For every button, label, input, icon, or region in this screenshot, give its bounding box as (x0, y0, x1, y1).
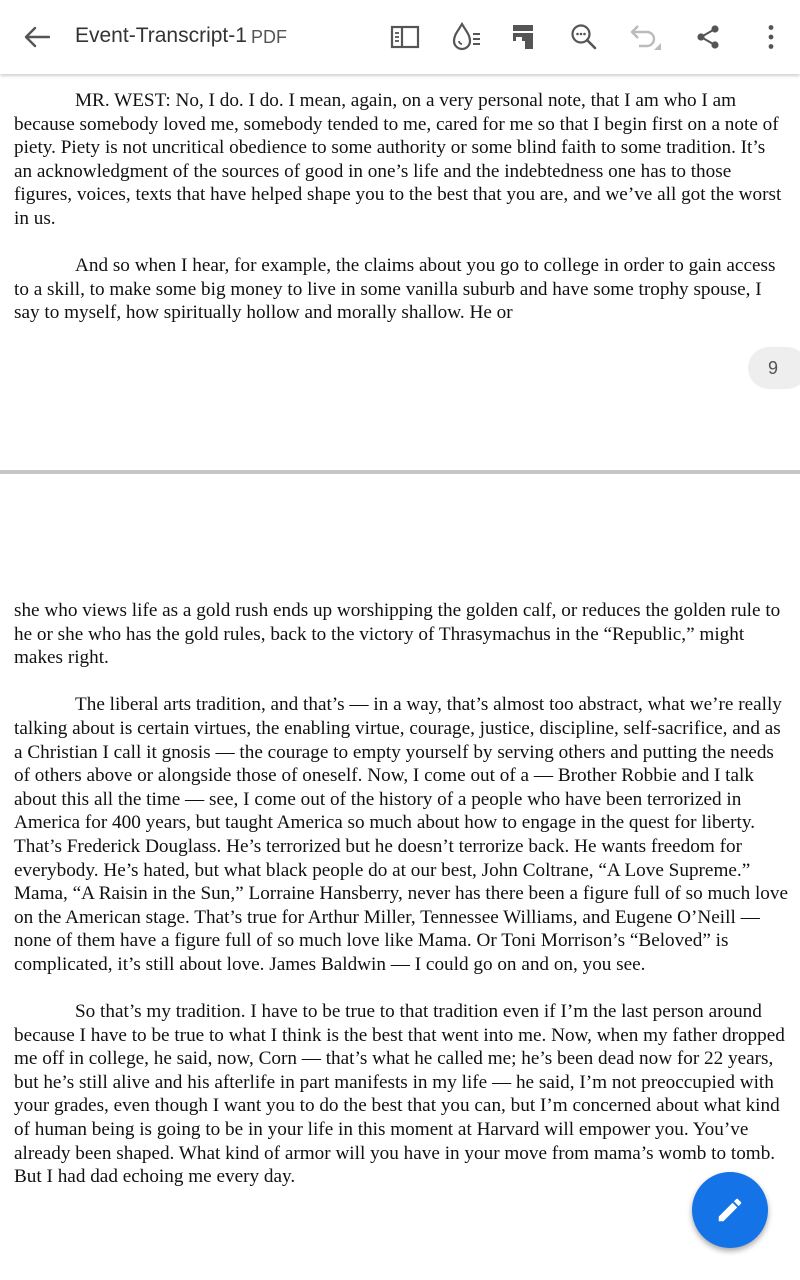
edit-pencil-icon (715, 1195, 745, 1225)
search-icon[interactable] (564, 17, 604, 57)
view-mode-icon[interactable] (385, 17, 425, 57)
paragraph: So that’s my tradition. I have to be true to that tradition even if I’m the last person around because I have to be true to what I think is the best that went into me. Now, when my father dropped me off in college, he said, now, Corn — that’s what he called me; he’s been dead now for 22 years, but he’s still alive and his afterlife in part manifests in my life — he said, I’m not preoccupied with your grades, even though I want you to do the best that you can, but I’m concerned about what kind of human being is going to be in your life in this moment at Harvard will empower you. You’ve already been shaped. What kind of armor will you have in your move from mama’s womb to tomb. But I had dad echoing me every day. (14, 1001, 785, 1188)
pdf-page-10[interactable] (0, 474, 800, 1280)
more-icon[interactable] (751, 17, 791, 57)
top-toolbar (0, 0, 800, 74)
paragraph: she who views life as a gold rush ends up worshipping the golden calf, or reduces the golden rule to he or she who has the gold rules, back to the victory of Thrasymachus in the “Republic,” might makes right. (14, 600, 781, 669)
liquid-mode-icon[interactable] (446, 17, 486, 57)
share-icon[interactable] (688, 17, 728, 57)
paragraph: The liberal arts tradition, and that’s — in a way, that’s almost too abstract, what we’re really talking about is certain virtues, the enabling virtue, courage, justice, discipline, self-sacrifice, and as a Christian I call it gnosis — the courage to empty yourself by serving others and putting the needs of others above or alongside those of oneself. Now, I come out of a — Brother Robbie and I talk about this all the time — see, I come out of the history of a people who have been terrorized in America for 400 years, but taught America so much about how to engage in the quest for liberty. That’s Frederick Douglass. He’s terrorized but he doesn’t terrorize back. He wants freedom for everybody. He’s hated, but what black people do at our best, John Coltrane, “A Love Supreme.” Mama, “A Raisin in the Sun,” Lorraine Hansberry, never has there been a figure full of so much love on the American stage. That’s true for Arthur Miller, Tennessee Williams, and Eugene O’Neill — none of them have a figure full of so much love like Mama. Or Toni Morrison’s “Beloved” is complicated, it’s still about love. James Baldwin — I could go on and on, you see. (14, 694, 789, 975)
page-number-indicator[interactable]: 9 (748, 347, 800, 389)
page-text (14, 599, 788, 1212)
edit-fab-button[interactable] (692, 1172, 768, 1248)
bookmark-icon[interactable] (503, 17, 543, 57)
pdf-page-9[interactable] (0, 74, 800, 470)
back-arrow-icon[interactable] (17, 17, 57, 57)
undo-icon[interactable] (625, 17, 665, 57)
paragraph: MR. WEST: No, I do. I do. I mean, again, on a very personal note, that I am who I am because somebody loved me, somebody tended to me, cared for me so that I begin first on a note of piety. Piety is not uncritical obedience to some authority or some blind faith to some tradition. It’s an acknowledgment of the sources of good in one’s life and the indebtedness one has to those figures, voices, texts that have helped shape you to the best that you are, and we’ve all got the worst in us. (14, 90, 782, 229)
page-text (14, 89, 788, 349)
document-title: Event-Transcript-1 (75, 24, 247, 47)
document-format-label: PDF (251, 27, 287, 47)
paragraph: And so when I hear, for example, the claims about you go to college in order to gain access to a skill, to make some big money to live in some vanilla suburb and have some trophy spouse, I say to myself, how spiritually hollow and morally shallow. He or (14, 255, 776, 324)
